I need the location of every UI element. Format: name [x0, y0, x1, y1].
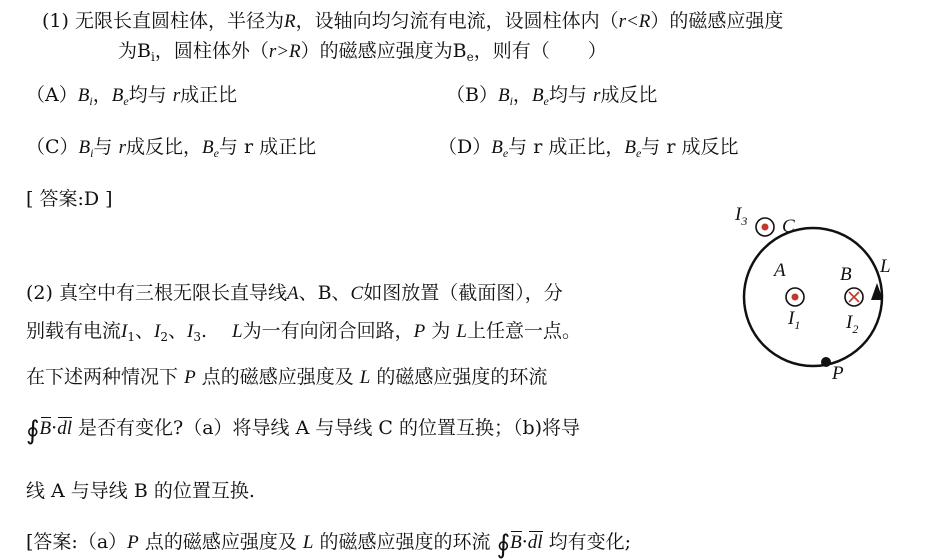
- contour-integral-icon: ∮: [496, 530, 511, 560]
- label-P: P: [832, 363, 844, 384]
- wire-C-out-icon: [756, 218, 774, 236]
- answer-1: [ 答案:D ]: [26, 188, 113, 210]
- answer-2: [答案:（a）P 点的磁感应强度及 L 的磁感应强度的环流 ∮B·dl 均有变化;: [26, 530, 631, 560]
- label-C: C: [782, 216, 795, 237]
- q2-line3: 在下述两种情况下 P 点的磁感应强度及 L 的磁感应强度的环流: [26, 366, 548, 388]
- q2-line4: ∮B·dl 是否有变化?（a）将导线 A 与导线 C 的位置互换；（b)将导: [26, 416, 581, 446]
- contour-integral-icon: ∮: [26, 416, 40, 446]
- label-B: B: [840, 264, 852, 285]
- label-I1: $I_1$: [788, 308, 801, 332]
- q2-line1: (2) 真空中有三根无限长直导线A、B、C如图放置（截面图），分: [26, 282, 563, 304]
- q1-line1: (1) 无限长直圆柱体，半径为R，设轴向均匀流有电流，设圆柱体内（r<R）的磁感应强度: [42, 10, 784, 32]
- wire-B-in-icon: [845, 288, 863, 306]
- option-a: $(A)B_i$，$B_e$均与 r成正比: [26, 84, 238, 108]
- q1-line2: 为$B_i$，圆柱体外（r>R）的磁感应强度为$B_e$，则有（ ）: [118, 40, 607, 64]
- wire-A-out-icon: [786, 288, 804, 306]
- option-d: $(D)B_e$与 r 成正比，$B_e$与 r 成反比: [438, 136, 739, 160]
- option-c: $(C)B_i$与 r成反比，$B_e$与 r 成正比: [26, 136, 317, 160]
- label-I2: $I_2$: [846, 312, 859, 336]
- label-I3: $I_3$: [735, 204, 748, 228]
- label-L: L: [880, 256, 891, 277]
- q2-line2: 别载有电流$I_1$、$I_2$、$I_3$. L为一有向闭合回路，P 为 L上任意一点。: [26, 320, 581, 344]
- q2-line5: 线 A 与导线 B 的位置互换.: [26, 480, 255, 502]
- label-A: A: [774, 260, 786, 281]
- point-P: [821, 357, 831, 367]
- option-b: $(B)B_i$，$B_e$均与 r成反比: [446, 84, 658, 108]
